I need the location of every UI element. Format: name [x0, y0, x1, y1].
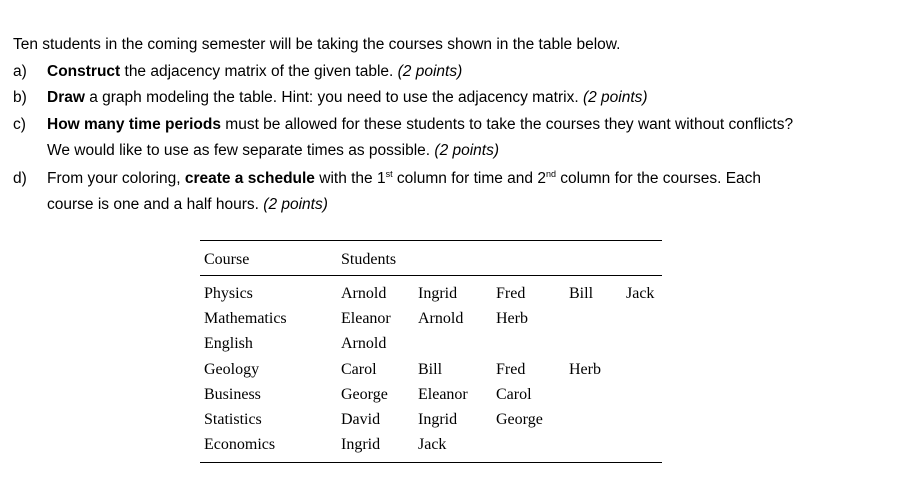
- student-name: David: [341, 411, 381, 428]
- question-keyword: How many time periods: [47, 116, 221, 133]
- question-label: a): [13, 63, 27, 80]
- course-name: Business: [204, 385, 261, 403]
- student-name: Fred: [496, 285, 526, 302]
- student-name: Jack: [626, 285, 655, 302]
- question-points: (2 points): [434, 142, 500, 159]
- table-header-rule: [200, 275, 662, 276]
- student-name: Bill: [569, 285, 594, 302]
- superscript: st: [385, 169, 393, 179]
- student-name: Fred: [496, 360, 526, 378]
- intro-text: Ten students in the coming semester will be taking the courses shown in the table below.: [13, 36, 621, 53]
- course-name: Economics: [204, 436, 276, 454]
- question-keyword: Construct: [47, 63, 121, 80]
- question-body: a graph modeling the table. Hint: you need to use the adjacency matrix.: [84, 89, 583, 106]
- superscript: nd: [545, 169, 556, 179]
- student-name: Herb: [496, 310, 528, 328]
- student-name: Ingrid: [341, 436, 381, 454]
- student-name: Arnold: [418, 310, 464, 328]
- question-keyword: create a schedule: [184, 170, 315, 187]
- student-name: George: [341, 385, 388, 403]
- table-top-rule: [200, 240, 662, 241]
- student-name: Eleanor: [341, 310, 391, 328]
- student-name: Bill: [418, 360, 443, 378]
- question-points: (2 points): [397, 63, 463, 80]
- course-name: Geology: [204, 360, 260, 378]
- course-name: Statistics: [204, 411, 262, 428]
- student-name: Carol: [496, 385, 532, 403]
- question-body: We would like to use as few separate times as possible.: [47, 142, 435, 159]
- question-label: b): [13, 89, 27, 106]
- header-students: Students: [341, 251, 397, 268]
- question-body: course is one and a half hours.: [47, 196, 264, 213]
- question-points: (2 points): [582, 89, 648, 106]
- course-name: English: [204, 335, 253, 353]
- question-label: d): [13, 170, 27, 187]
- question-label: c): [13, 116, 26, 133]
- question-body: column for the courses. Each: [555, 170, 762, 187]
- table-bottom-rule: [200, 462, 662, 463]
- question-text: [47, 85, 648, 111]
- student-name: Arnold: [341, 335, 387, 353]
- header-course: Course: [204, 251, 250, 268]
- question-text-line2: [47, 138, 499, 164]
- question-body: From your coloring,: [47, 170, 185, 187]
- question-body: the adjacency matrix of the given table.: [120, 63, 398, 80]
- question-body: must be allowed for these students to take the courses they want without conflicts?: [220, 116, 794, 133]
- question-text: [47, 166, 761, 192]
- student-name: Ingrid: [418, 285, 458, 302]
- question-body: with the 1: [314, 170, 386, 187]
- question-text-line2: [47, 192, 328, 218]
- student-name: Jack: [418, 436, 447, 454]
- question-body: column for time and 2: [392, 170, 546, 187]
- student-name: Carol: [341, 360, 377, 378]
- course-name: Mathematics: [204, 310, 287, 328]
- course-name: Physics: [204, 285, 253, 302]
- question-text: [47, 59, 462, 85]
- question-keyword: Draw: [47, 89, 85, 106]
- student-name: Herb: [569, 360, 601, 378]
- question-points: (2 points): [263, 196, 328, 213]
- student-name: Eleanor: [418, 385, 468, 403]
- question-text: [47, 112, 793, 138]
- student-name: George: [496, 411, 543, 428]
- student-name: Arnold: [341, 285, 387, 302]
- student-name: Ingrid: [418, 411, 458, 428]
